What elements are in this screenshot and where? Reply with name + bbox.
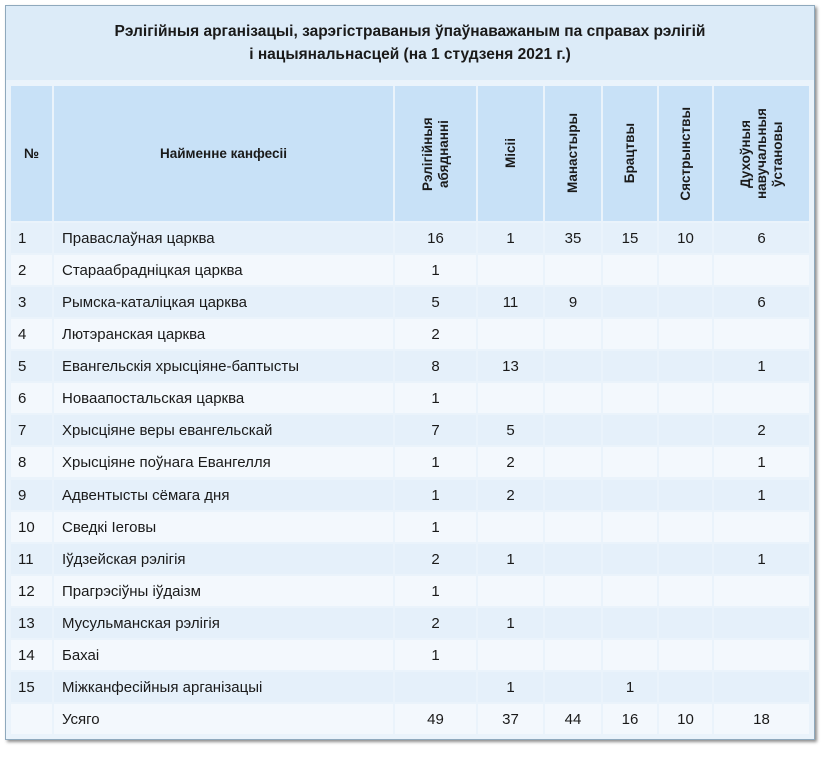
table-row-number: 3 (11, 287, 52, 317)
table-row-sisterhoods (659, 383, 712, 413)
table-row-monasteries (545, 576, 601, 606)
table-row-monasteries: 9 (545, 287, 601, 317)
table-row-brotherhoods: 15 (603, 223, 657, 253)
table-row-schools (714, 672, 809, 702)
header-number (11, 86, 52, 221)
table-row-number: 12 (11, 576, 52, 606)
header-label: Манастыры (565, 113, 580, 194)
total-row-schools: 18 (714, 704, 809, 734)
table-row-confession: Лютэранская царква (54, 319, 393, 349)
header-label: Сястрынствы (677, 106, 693, 201)
table-row-monasteries (545, 415, 601, 445)
table-row-associations: 5 (395, 287, 476, 317)
table-row-sisterhoods (659, 576, 712, 606)
table-row-schools (714, 512, 809, 542)
header-label: Духоўныя навучальныя ўстановы (737, 108, 785, 199)
table-row-confession: Бахаі (54, 640, 393, 670)
table-row-associations: 2 (395, 608, 476, 638)
table-row-sisterhoods (659, 415, 712, 445)
table-row-brotherhoods (603, 319, 657, 349)
table-row-brotherhoods (603, 480, 657, 510)
table-row-monasteries (545, 447, 601, 477)
table-row-monasteries (545, 640, 601, 670)
header-monasteries (545, 86, 601, 221)
table-row-confession: Міжканфесійныя арганізацыі (54, 672, 393, 702)
table-row-missions: 2 (478, 447, 543, 477)
table-row-schools (714, 255, 809, 285)
table-row-brotherhoods (603, 447, 657, 477)
table-frame (5, 5, 815, 740)
table-row-associations: 8 (395, 351, 476, 381)
table-row-schools (714, 383, 809, 413)
table-row-monasteries (545, 255, 601, 285)
total-row-sisterhoods: 10 (659, 704, 712, 734)
table-row-sisterhoods (659, 640, 712, 670)
table-row-sisterhoods (659, 672, 712, 702)
header-associations (395, 86, 476, 221)
table-row-sisterhoods (659, 447, 712, 477)
table-row-missions (478, 255, 543, 285)
table-row-schools: 2 (714, 415, 809, 445)
table-row-associations: 16 (395, 223, 476, 253)
table-row-sisterhoods (659, 608, 712, 638)
table-row-number: 4 (11, 319, 52, 349)
table-row-schools: 6 (714, 223, 809, 253)
table-row-brotherhoods: 1 (603, 672, 657, 702)
table-row-number: 7 (11, 415, 52, 445)
header-brotherhoods (603, 86, 657, 221)
table-row-sisterhoods (659, 512, 712, 542)
table-row-schools (714, 640, 809, 670)
table-row-number: 2 (11, 255, 52, 285)
table-row-monasteries (545, 608, 601, 638)
table-row-missions: 11 (478, 287, 543, 317)
table-title (6, 6, 814, 80)
table-row-sisterhoods (659, 255, 712, 285)
table-row-confession: Евангельскія хрысціяне-баптысты (54, 351, 393, 381)
table-row-missions: 1 (478, 544, 543, 574)
table-title-line2: і нацыянальнасцей (на 1 студзеня 2021 г.) (249, 46, 571, 63)
table-row-missions (478, 576, 543, 606)
table-row-sisterhoods (659, 544, 712, 574)
table-row-number: 15 (11, 672, 52, 702)
header-missions (478, 86, 543, 221)
table-row-sisterhoods (659, 287, 712, 317)
table-row-number: 9 (11, 480, 52, 510)
table-row-associations: 1 (395, 255, 476, 285)
table-row-missions: 1 (478, 672, 543, 702)
table-row-missions: 1 (478, 608, 543, 638)
table-row-associations (395, 672, 476, 702)
table-row-number: 14 (11, 640, 52, 670)
table-row-sisterhoods (659, 480, 712, 510)
table-row-monasteries (545, 512, 601, 542)
table-row-associations: 2 (395, 544, 476, 574)
table-row-associations: 7 (395, 415, 476, 445)
table-row-brotherhoods (603, 383, 657, 413)
table-row-missions: 1 (478, 223, 543, 253)
total-row-brotherhoods: 16 (603, 704, 657, 734)
table-row-monasteries (545, 351, 601, 381)
table-row-schools (714, 608, 809, 638)
table-row-associations: 1 (395, 576, 476, 606)
table-row-missions: 2 (478, 480, 543, 510)
table-row-associations: 1 (395, 480, 476, 510)
table-row-missions (478, 383, 543, 413)
table-row-confession: Хрысціяне веры евангельскай (54, 415, 393, 445)
table-row-confession: Іўдзейская рэлігія (54, 544, 393, 574)
table-title-line1: Рэлігійныя арганізацыі, зарэгістраваныя ўпаўнаважаным па справах рэлігій (114, 23, 706, 40)
table-row-schools: 6 (714, 287, 809, 317)
table-row-number: 13 (11, 608, 52, 638)
table-row-confession: Праваслаўная царква (54, 223, 393, 253)
table-row-number: 1 (11, 223, 52, 253)
table-row-confession: Адвентысты сёмага дня (54, 480, 393, 510)
table-row-monasteries (545, 319, 601, 349)
table-row-number: 6 (11, 383, 52, 413)
table-row-brotherhoods (603, 608, 657, 638)
table-row-brotherhoods (603, 576, 657, 606)
table-row-monasteries (545, 672, 601, 702)
table-row-associations: 1 (395, 447, 476, 477)
header-label: Рэлігійныя абяднанні (419, 116, 451, 191)
table-row-schools: 1 (714, 351, 809, 381)
header-label: № (23, 146, 40, 161)
table-row-confession: Рымска-каталіцкая царква (54, 287, 393, 317)
table-row-associations: 1 (395, 383, 476, 413)
table-row-confession: Прагрэсіўны іўдаізм (54, 576, 393, 606)
header-label: Брацтвы (622, 123, 637, 184)
table-row-confession: Мусульманская рэлігія (54, 608, 393, 638)
total-row-missions: 37 (478, 704, 543, 734)
table-row-sisterhoods (659, 351, 712, 381)
table-row-confession: Стараабрадніцкая царква (54, 255, 393, 285)
table-row-confession: Хрысціяне поўнага Евангелля (54, 447, 393, 477)
table-row-schools: 1 (714, 480, 809, 510)
header-label: Місіі (502, 138, 518, 169)
header-schools (714, 86, 809, 221)
total-row-number (11, 704, 52, 734)
table-row-monasteries (545, 383, 601, 413)
table-row-number: 5 (11, 351, 52, 381)
table-row-brotherhoods (603, 415, 657, 445)
table-row-schools (714, 576, 809, 606)
table-row-sisterhoods: 10 (659, 223, 712, 253)
table-row-brotherhoods (603, 287, 657, 317)
table-row-confession: Сведкі Іеговы (54, 512, 393, 542)
table-row-missions (478, 319, 543, 349)
table-row-number: 10 (11, 512, 52, 542)
header-confession (54, 86, 393, 221)
table-row-schools: 1 (714, 544, 809, 574)
table-row-missions: 13 (478, 351, 543, 381)
table-row-confession: Новаапостальская царква (54, 383, 393, 413)
table-row-monasteries (545, 480, 601, 510)
table-row-monasteries (545, 544, 601, 574)
table-row-monasteries: 35 (545, 223, 601, 253)
table-row-brotherhoods (603, 640, 657, 670)
table-row-brotherhoods (603, 512, 657, 542)
table-row-brotherhoods (603, 351, 657, 381)
total-row-associations: 49 (395, 704, 476, 734)
table-row-schools (714, 319, 809, 349)
table-row-brotherhoods (603, 544, 657, 574)
header-sisterhoods (659, 86, 712, 221)
table-row-brotherhoods (603, 255, 657, 285)
table-row-sisterhoods (659, 319, 712, 349)
table-row-number: 8 (11, 447, 52, 477)
table-row-missions: 5 (478, 415, 543, 445)
table-row-schools: 1 (714, 447, 809, 477)
table-row-associations: 2 (395, 319, 476, 349)
table-row-associations: 1 (395, 640, 476, 670)
total-row-confession: Усяго (54, 704, 393, 734)
table-row-associations: 1 (395, 512, 476, 542)
total-row-monasteries: 44 (545, 704, 601, 734)
header-label: Найменне канфесіі (159, 146, 287, 161)
table-row-missions (478, 512, 543, 542)
table-row-number: 11 (11, 544, 52, 574)
table-row-missions (478, 640, 543, 670)
